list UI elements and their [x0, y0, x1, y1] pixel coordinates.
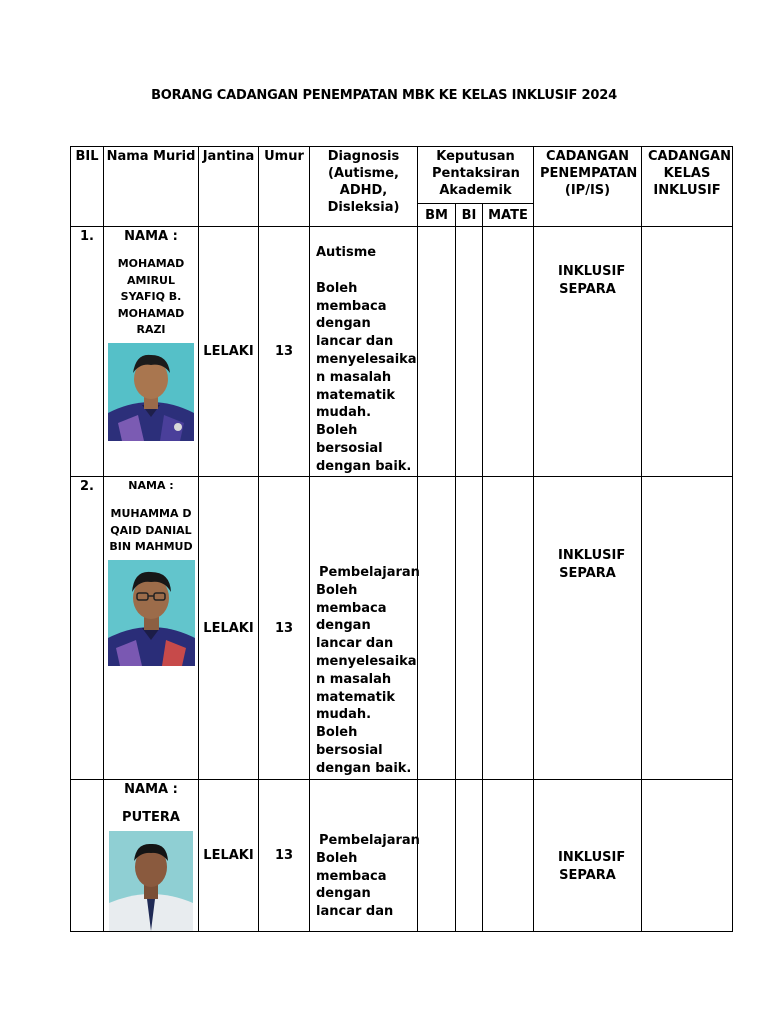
bi-cell — [456, 780, 483, 932]
row-number — [71, 780, 104, 932]
header-jantina: Jantina — [199, 147, 259, 227]
header-mate: MATE — [483, 204, 534, 227]
header-row — [71, 147, 733, 204]
cadangan-kelas-cell — [642, 477, 733, 780]
nama-label: NAMA : — [124, 229, 178, 244]
mate-cell — [483, 477, 534, 780]
mate-cell — [483, 780, 534, 932]
cadangan-kelas-cell — [642, 780, 733, 932]
nama-label: NAMA : — [128, 479, 174, 492]
cadangan-kelas-cell — [642, 227, 733, 477]
header-nama-murid: Nama Murid — [104, 147, 199, 227]
diagnosis-body: Boleh membaca dengan lancar dan menyelesaika n masalah matematik mudah. Boleh bersosial dengan baik. — [316, 280, 417, 474]
diagnosis-body: Boleh membaca dengan lancar dan menyelesaika n masalah matematik mudah. Boleh bersosial dengan baik. — [316, 582, 417, 776]
row-number: 2. — [71, 477, 104, 780]
header-keputusan: Keputusan Pentaksiran Akademik — [418, 147, 534, 204]
header-bm: BM — [418, 204, 456, 227]
jantina-cell: LELAKI — [199, 780, 259, 932]
cadangan-penempatan-value: INKLUSIF SEPARA — [558, 850, 626, 883]
cadangan-penempatan-cell — [534, 227, 642, 477]
student-name: MUHAMMA D QAID DANIAL BIN MAHMUD — [109, 507, 193, 553]
diagnosis-body: Boleh membaca dengan lancar dan — [316, 850, 394, 920]
student-photo — [108, 343, 194, 441]
cadangan-penempatan-value: INKLUSIF SEPARA — [558, 264, 626, 297]
diagnosis-head: Autisme — [316, 245, 377, 260]
header-cadangan-penempatan: CADANGAN PENEMPATAN (IP/IS) — [534, 147, 642, 227]
student-name-cell — [104, 780, 199, 932]
diagnosis-cell — [310, 780, 418, 932]
header-bi: BI — [456, 204, 483, 227]
form-title: BORANG CADANGAN PENEMPATAN MBK KE KELAS INKLUSIF 2024 — [151, 88, 617, 103]
student-name-cell — [104, 477, 199, 780]
umur-cell: 13 — [259, 477, 310, 780]
jantina-cell: LELAKI — [199, 477, 259, 780]
student-name: MOHAMAD AMIRUL SYAFIQ B. MOHAMAD RAZI — [117, 257, 185, 336]
student-name-cell — [104, 227, 199, 477]
diagnosis-cell — [310, 227, 418, 477]
jantina-cell: LELAKI — [199, 227, 259, 477]
row-number: 1. — [71, 227, 104, 477]
bm-cell — [418, 227, 456, 477]
cadangan-penempatan-value: INKLUSIF SEPARA — [558, 548, 626, 581]
table-row — [71, 477, 733, 780]
table-row — [71, 227, 733, 477]
student-name: PUTERA — [122, 810, 180, 825]
header-cadangan-kelas: CADANGAN KELAS INKLUSIF — [642, 147, 733, 227]
placement-table — [70, 146, 733, 932]
cadangan-penempatan-cell — [534, 477, 642, 780]
student-photo — [109, 831, 193, 931]
umur-cell: 13 — [259, 227, 310, 477]
header-bil: BIL — [71, 147, 104, 227]
nama-label: NAMA : — [124, 782, 178, 797]
diagnosis-head: Pembelajaran — [319, 833, 420, 848]
bm-cell — [418, 477, 456, 780]
student-photo — [108, 560, 195, 666]
bi-cell — [456, 227, 483, 477]
cadangan-penempatan-cell — [534, 780, 642, 932]
bm-cell — [418, 780, 456, 932]
header-diagnosis: Diagnosis (Autisme, ADHD, Disleksia) — [310, 147, 418, 227]
diagnosis-cell — [310, 477, 418, 780]
table-row — [71, 780, 733, 932]
mate-cell — [483, 227, 534, 477]
header-umur: Umur — [259, 147, 310, 227]
bi-cell — [456, 477, 483, 780]
diagnosis-head: Pembelajaran — [319, 565, 420, 580]
umur-cell: 13 — [259, 780, 310, 932]
